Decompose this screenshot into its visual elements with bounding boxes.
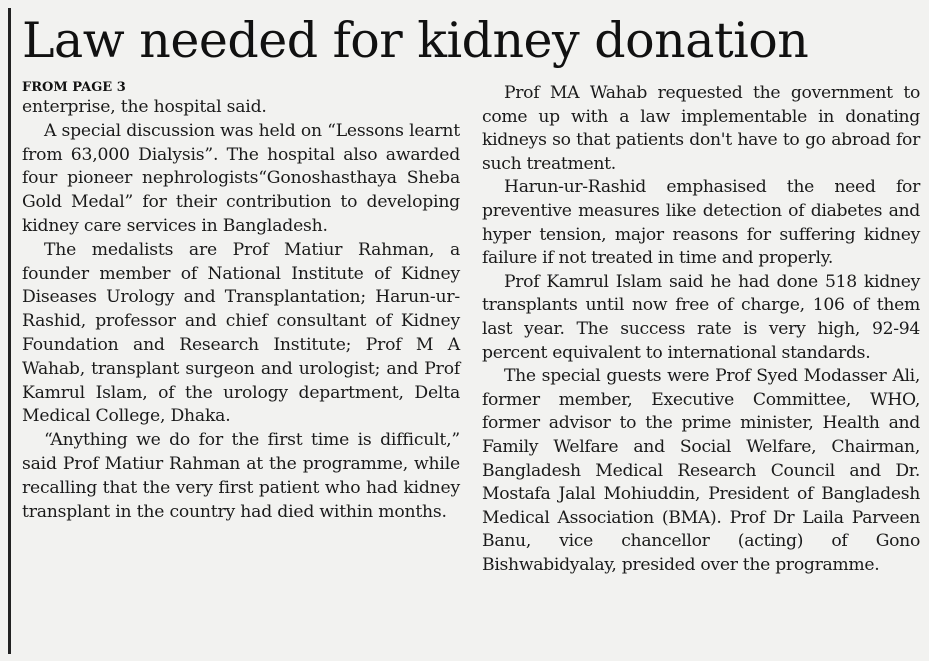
- paragraph: Prof MA Wahab requested the government to come up with a law implementable in donating kidneys so that patients don't have to go abroad for such treatment.: [482, 83, 920, 174]
- right-column: [482, 82, 920, 577]
- continued-from-label: FROM PAGE 3: [22, 80, 126, 95]
- paragraph: A special discussion was held on “Lessons learnt from 63,000 Dialysis”. The hospital also awarded four pioneer nephrologists“Gonoshasthaya Sheba Gold Medal” for their contribution to developing kidney care services in Bangladesh.: [22, 120, 460, 236]
- paragraph: The medalists are Prof Matiur Rahman, a founder member of National Institute of Kidney Diseases Urology and Transplantation; Harun-ur-Rashid, professor and chief consultant of Kidney Foundation and Research Institute; Prof M A Wahab, transplant surgeon and urologist; and Prof Kamrul Islam, of the urology department, Delta Medical College, Dhaka.: [22, 239, 460, 427]
- paragraph: Harun-ur-Rashid emphasised the need for preventive measures like detection of diabetes and hyper tension, major reasons for suffering kidney failure if not treated in time and properly.: [482, 177, 920, 269]
- paragraph: The special guests were Prof Syed Modasser Ali, former member, Executive Committee, WHO, former advisor to the prime minister, Health and Family Welfare and Social Welfare, Chairman, Bangladesh Medical Research Council and Dr. Mostafa Jalal Mohiuddin, President of Bangladesh Medical Association (BMA). Prof Dr Laila Parveen Banu, vice chancellor (acting) of Gono Bishwabidyalay, presided over the programme.: [482, 366, 920, 575]
- column-rule: [8, 8, 11, 654]
- left-column: [22, 80, 460, 524]
- paragraph: enterprise, the hospital said.: [22, 97, 267, 117]
- paragraph: “Anything we do for the first time is difficult,” said Prof Matiur Rahman at the programme, while recalling that the very first patient who had kidney transplant in the country had died within months.: [22, 430, 460, 522]
- headline: Law needed for kidney donation: [22, 12, 809, 69]
- paragraph: Prof Kamrul Islam said he had done 518 kidney transplants until now free of charge, 106 of them last year. The success rate is very high, 92-94 percent equivalent to international standards.: [482, 271, 920, 363]
